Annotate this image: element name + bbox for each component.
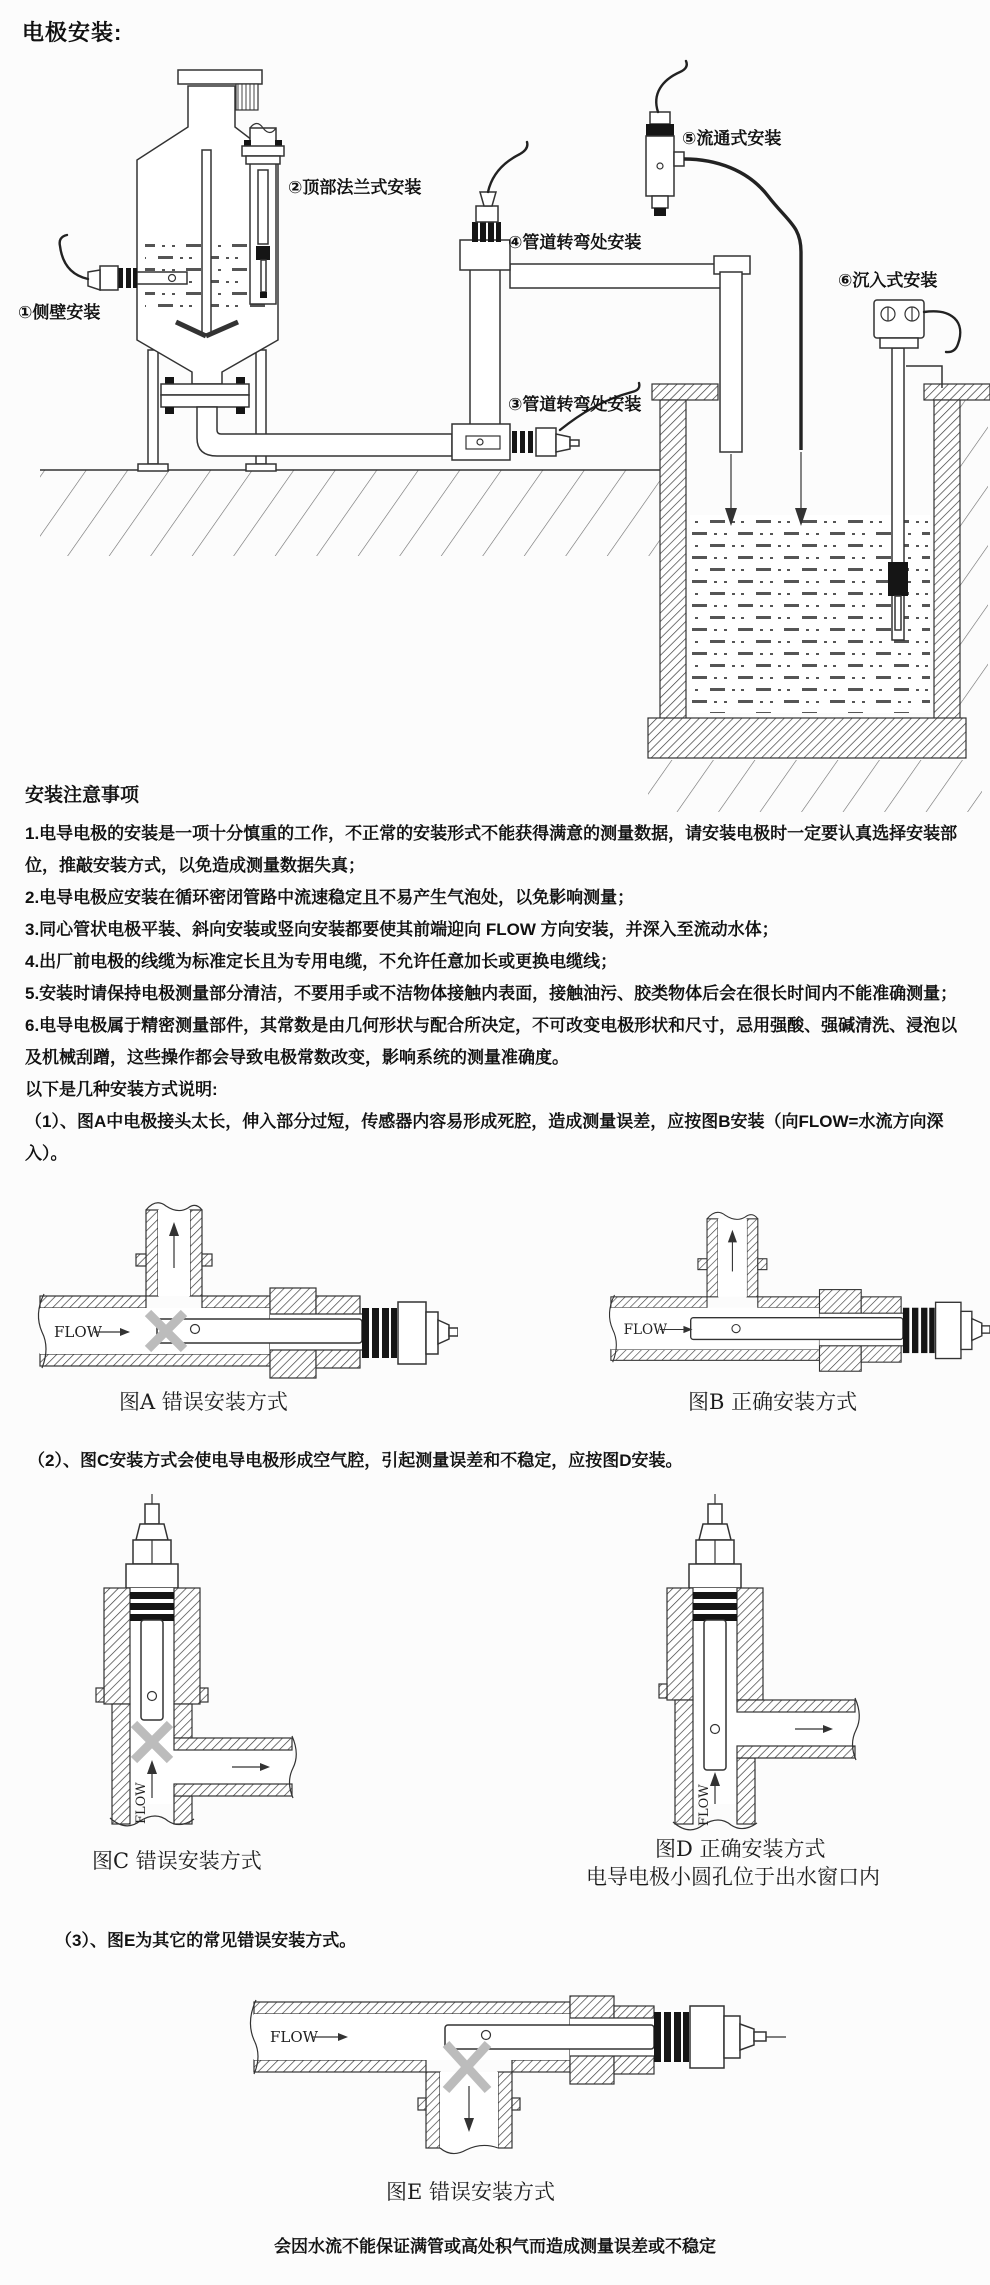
downcomer-pipe <box>720 272 742 452</box>
section-2-text: （2）、图C安装方式会使电导电极形成空气腔，引起测量误差和不稳定，应按图D安装。 <box>28 1451 683 1470</box>
electrode-stem <box>141 1620 163 1720</box>
figure-e-caption: 图E 错误安装方式 <box>386 2180 556 2204</box>
figure-b-diagram <box>600 1206 990 1375</box>
label-top-flange-install: ②顶部法兰式安装 <box>288 178 422 197</box>
upper-pipe <box>510 264 722 288</box>
page-title: 电极安装: <box>22 20 123 45</box>
note-6: 6.电导电极属于精密测量部件，其常数是由几何形状与配合所决定，不可改变电极形状和尺寸，忌用强酸、强碱清洗、浸泡以及机械刮蹭，这些操作都会导致电极常数改变，影响系统的测量准确度。 <box>25 1016 958 1067</box>
figure-c-diagram <box>2 1492 302 1832</box>
section-1-text: （1）、图A中电极接头太长，伸入部分过短，传感器内容易形成死腔，造成测量误差，应按图B安装（向FLOW=水流方向深入）。 <box>25 1112 944 1163</box>
label-flow-through-install: ⑤流通式安装 <box>682 129 782 148</box>
electrode-stem <box>691 1318 903 1340</box>
riser-pipe <box>470 266 500 428</box>
notes-intro: 以下是几种安装方式说明: <box>25 1080 218 1099</box>
figure-a-diagram <box>28 1196 458 1382</box>
flow-label: FLOW <box>270 2028 319 2046</box>
section-3-text: （3）、图E为其它的常见错误安装方式。 <box>55 1931 357 1950</box>
installation-overview-diagram <box>0 0 990 830</box>
figure-c-caption: 图C 错误安装方式 <box>92 1849 262 1873</box>
figure-e-diagram <box>240 1962 800 2172</box>
figure-b-caption: 图B 正确安装方式 <box>688 1390 858 1414</box>
note-2: 2.电导电极应安装在循环密闭管路中流速稳定且不易产生气泡处，以免影响测量； <box>25 888 635 907</box>
upper-tee <box>460 240 510 270</box>
label-pipe-bend-install-4: ④管道转弯处安装 <box>508 233 642 252</box>
upper-bend-electrode <box>472 142 527 242</box>
installation-notes <box>25 780 970 1170</box>
tank-top-cap <box>178 70 262 84</box>
flow-label: FLOW <box>623 1322 668 1339</box>
ground-hatching <box>40 470 660 556</box>
label-submersion-install: ⑥沉入式安装 <box>838 271 938 290</box>
agitator-shaft <box>202 150 211 334</box>
label-pipe-bend-install-3: ③管道转弯处安装 <box>508 395 642 414</box>
note-4: 4.出厂前电极的线缆为标准定长且为专用电缆，不允许任意加长或更换电缆线； <box>25 952 618 971</box>
electrode-cable <box>60 235 88 279</box>
electrode-stem <box>157 1319 362 1343</box>
note-3: 3.同心管状电极平装、斜向安装或竖向安装都要使其前端迎向 FLOW 方向安装，并深入至流动水体； <box>25 920 779 939</box>
note-1: 1.电导电极的安装是一项十分慎重的工作，不正常的安装形式不能获得满意的测量数据，请安装电极时一定要认真选择安装部位，推敲安装方式，以免造成测量数据失真； <box>25 824 958 875</box>
flow-label: FLOW <box>134 1782 149 1824</box>
electrode-stem <box>704 1620 726 1770</box>
figure-a-caption: 图A 错误安装方式 <box>119 1390 288 1414</box>
drain-pipe <box>197 407 452 456</box>
figure-d-diagram <box>565 1492 865 1832</box>
notes-heading: 安装注意事项 <box>25 785 140 806</box>
water-pit <box>648 384 990 758</box>
label-side-wall-install: ①侧壁安装 <box>18 303 101 322</box>
footer-note: 会因水流不能保证满管或高处积气而造成测量误差或不稳定 <box>274 2237 716 2256</box>
electrode-stem <box>445 2025 654 2049</box>
tank-top-plug <box>236 84 258 110</box>
figure-d-caption: 图D 正确安装方式 <box>655 1837 826 1861</box>
flow-label: FLOW <box>697 1784 712 1826</box>
discharge-arrows <box>725 452 807 526</box>
note-5: 5.安装时请保持电极测量部分清洁，不要用手或不洁物体接触内表面，接触油污、胶类物体后会在很长时间内不能准确测量； <box>25 984 958 1003</box>
figure-d-caption-2: 电导电极小圆孔位于出水窗口内 <box>586 1865 880 1889</box>
flow-label: FLOW <box>54 1323 103 1341</box>
